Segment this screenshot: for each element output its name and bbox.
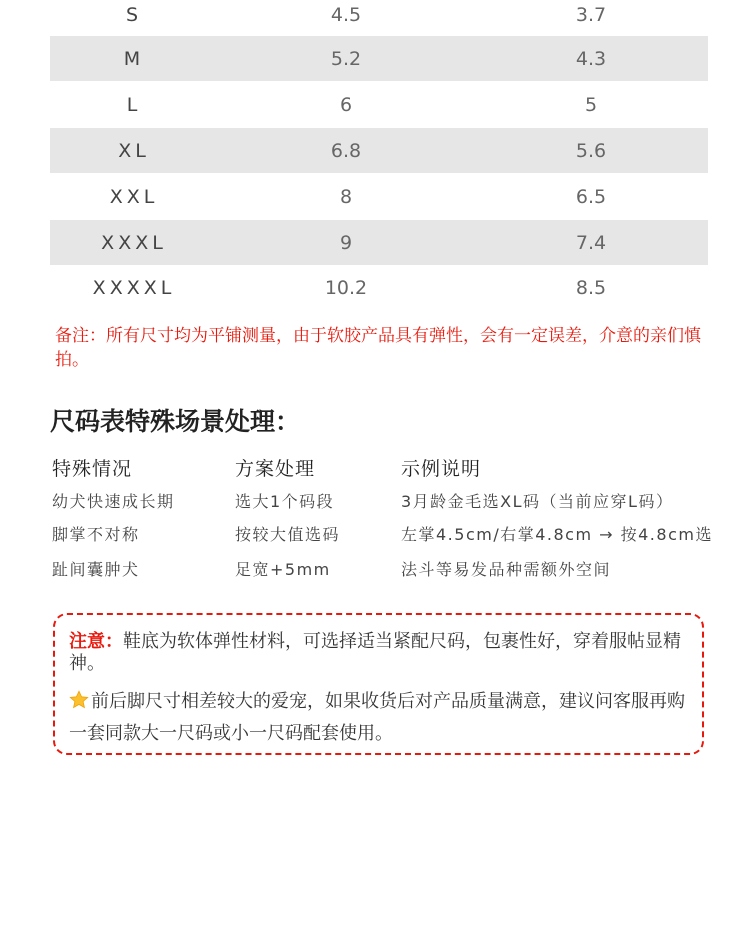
notice-paragraph-2 bbox=[69, 686, 688, 750]
scenario-title: 尺码表特殊场景处理： bbox=[50, 407, 301, 436]
size-value-1: 5.2 bbox=[330, 47, 362, 70]
size-value-1: 8 bbox=[339, 185, 353, 208]
size-row-l bbox=[50, 81, 708, 128]
notice-text-2: 前后脚尺寸相差较大的爱宠，如果收货后对产品质量满意，建议问客服再购一套同款大一尺码或小一尺码配套使用。 bbox=[69, 691, 685, 744]
size-value-2: 4.3 bbox=[575, 47, 607, 70]
size-label: L bbox=[126, 93, 142, 116]
header-example: 示例说明 bbox=[401, 458, 482, 480]
scenario-example: 3月龄金毛选XL码（当前应穿L码） bbox=[401, 492, 674, 511]
size-value-1: 4.5 bbox=[330, 4, 362, 26]
size-label: XL bbox=[118, 139, 150, 162]
size-row-m bbox=[50, 36, 708, 81]
notice-text-1: 鞋底为软体弹性材料，可选择适当紧配尺码，包裹性好，穿着服帖显精神。 bbox=[69, 631, 681, 674]
scenario-header bbox=[52, 454, 732, 481]
size-value-1: 6.8 bbox=[330, 139, 362, 162]
scenario-example: 左掌4.5cm/右掌4.8cm → 按4.8cm选 bbox=[401, 525, 713, 544]
size-value-2: 3.7 bbox=[575, 4, 607, 26]
scenario-solution: 足宽+5mm bbox=[235, 560, 331, 579]
size-label: S bbox=[125, 4, 143, 26]
size-label: XXL bbox=[109, 185, 159, 208]
size-row-xxxl bbox=[50, 220, 708, 265]
size-row-xl bbox=[50, 128, 708, 173]
size-row-s bbox=[50, 0, 708, 30]
scenario-situation: 趾间囊肿犬 bbox=[52, 560, 140, 579]
notice-paragraph-1 bbox=[69, 631, 688, 675]
scenario-solution: 按较大值选码 bbox=[235, 525, 341, 544]
size-label: M bbox=[123, 47, 145, 70]
size-value-2: 5.6 bbox=[575, 139, 607, 162]
size-value-2: 7.4 bbox=[575, 231, 607, 254]
scenario-row bbox=[52, 557, 732, 580]
header-situation: 特殊情况 bbox=[52, 458, 133, 480]
header-solution: 方案处理 bbox=[235, 458, 316, 480]
size-value-1: 9 bbox=[339, 231, 353, 254]
scenario-situation: 脚掌不对称 bbox=[52, 525, 140, 544]
scenario-solution: 选大1个码段 bbox=[235, 492, 335, 511]
size-value-2: 6.5 bbox=[575, 185, 607, 208]
size-value-2: 5 bbox=[584, 93, 598, 116]
notice-box bbox=[53, 613, 704, 755]
scenario-example: 法斗等易发品种需额外空间 bbox=[401, 560, 612, 579]
notice-label: 注意： bbox=[69, 631, 123, 652]
scenario-row bbox=[52, 522, 732, 545]
size-label: XXXXL bbox=[92, 276, 176, 299]
scenario-situation: 幼犬快速成长期 bbox=[52, 492, 175, 511]
size-row-xxxxl bbox=[50, 265, 708, 310]
size-value-1: 10.2 bbox=[324, 276, 368, 299]
size-label: XXXL bbox=[101, 231, 167, 254]
size-note: 备注：所有尺寸均为平铺测量，由于软胶产品具有弹性，会有一定误差，介意的亲们慎拍。 bbox=[55, 326, 701, 370]
scenario-row bbox=[52, 489, 732, 512]
size-value-2: 8.5 bbox=[575, 276, 607, 299]
size-table bbox=[50, 0, 708, 310]
size-row-xxl bbox=[50, 173, 708, 220]
size-value-1: 6 bbox=[339, 93, 353, 116]
star-icon bbox=[69, 690, 89, 710]
